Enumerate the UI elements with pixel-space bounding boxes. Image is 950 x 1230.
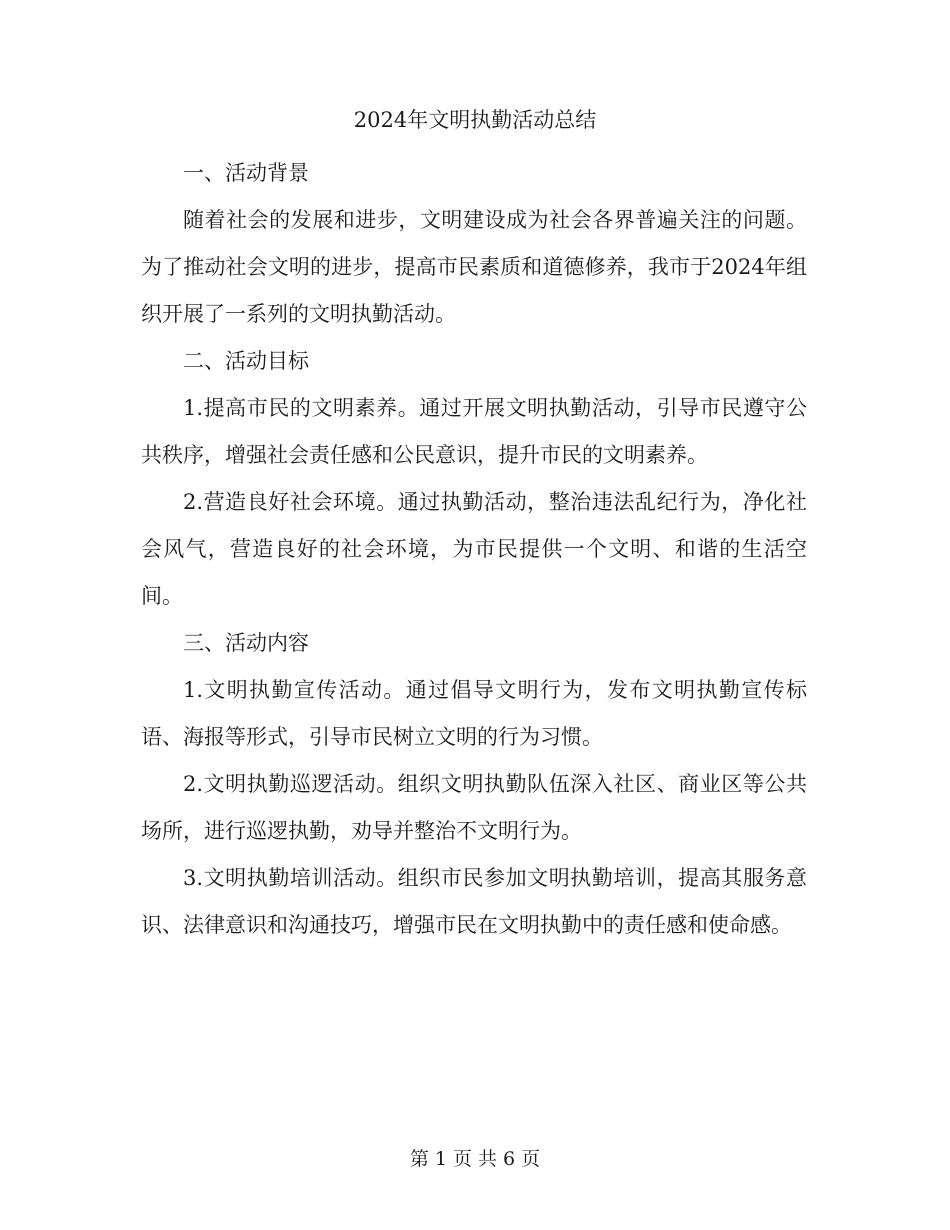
- paragraph-content-3: 3.文明执勤培训活动。组织市民参加文明执勤培训，提高其服务意识、法律意识和沟通技巧，增强市民在文明执勤中的责任感和使命感。: [141, 866, 807, 937]
- document-title: 2024年文明执勤活动总结: [353, 108, 597, 132]
- paragraph-goal-2: 2.营造良好社会环境。通过执勤活动，整治违法乱纪行为，净化社会风气，营造良好的社会环境，为市民提供一个文明、和谐的生活空间。: [141, 490, 807, 608]
- paragraph-background: 随着社会的发展和进步，文明建设成为社会各界普遍关注的问题。为了推动社会文明的进步，提高市民素质和道德修养，我市于2024年组织开展了一系列的文明执勤活动。: [141, 208, 807, 326]
- section-heading-content: 三、活动内容: [183, 631, 309, 655]
- document-body: [141, 150, 807, 949]
- paragraph-content-1: 1.文明执勤宣传活动。通过倡导文明行为，发布文明执勤宣传标语、海报等形式，引导市民树立文明的行为习惯。: [141, 678, 807, 749]
- section-heading-goals: 二、活动目标: [183, 349, 309, 373]
- page-number-footer: 第 1 页 共 6 页: [409, 1148, 541, 1170]
- paragraph-content-2: 2.文明执勤巡逻活动。组织文明执勤队伍深入社区、商业区等公共场所，进行巡逻执勤，劝导并整治不文明行为。: [141, 772, 807, 843]
- section-heading-background: 一、活动背景: [183, 161, 309, 185]
- paragraph-goal-1: 1.提高市民的文明素养。通过开展文明执勤活动，引导市民遵守公共秩序，增强社会责任感和公民意识，提升市民的文明素养。: [141, 396, 807, 467]
